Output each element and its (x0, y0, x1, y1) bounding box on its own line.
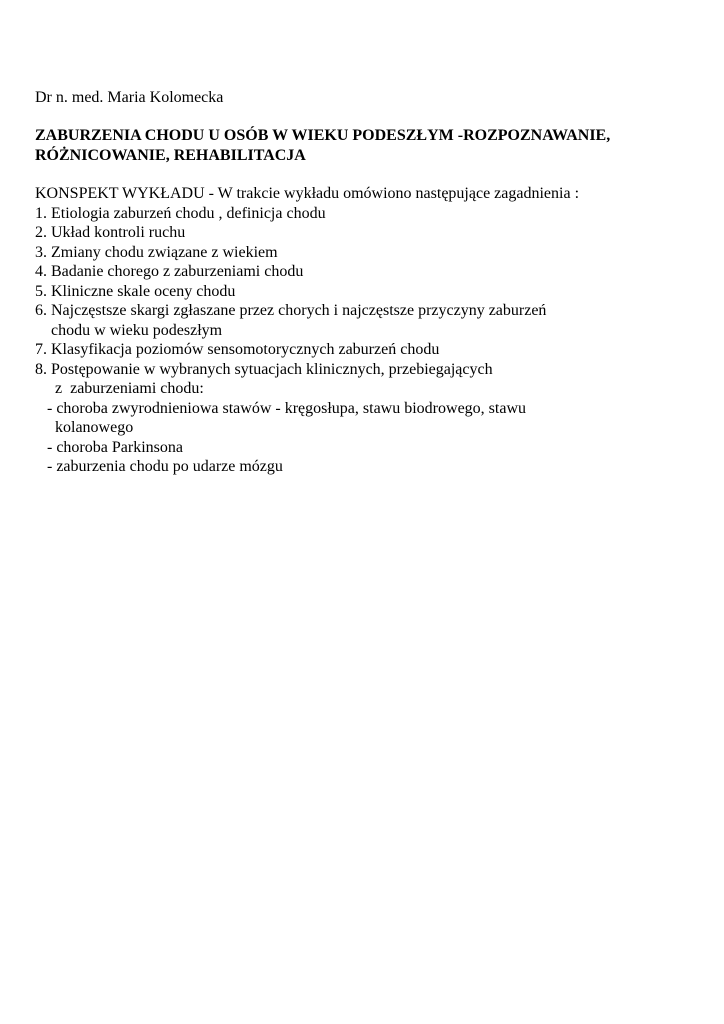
sub-list-item: - zaburzenia chodu po udarze mózgu (35, 458, 283, 475)
sub-list-item: - choroba zwyrodnieniowa stawów - kręgosłupa, stawu biodrowego, stawu (35, 400, 526, 417)
list-item: 7. Klasyfikacja poziomów sensomotorycznych zaburzeń chodu (35, 341, 440, 358)
list-item: 3. Zmiany chodu związane z wiekiem (35, 244, 278, 261)
list-item: 4. Badanie chorego z zaburzeniami chodu (35, 263, 304, 280)
list-item: 2. Układ kontroli ruchu (35, 224, 186, 241)
intro-line: KONSPEKT WYKŁADU - W trakcie wykładu omówiono następujące zagadnienia : (35, 185, 580, 202)
title-line-1: ZABURZENIA CHODU U OSÓB W WIEKU PODESZŁYM -ROZPOZNAWANIE, (35, 127, 611, 144)
list-item: 5. Kliniczne skale oceny chodu (35, 283, 236, 300)
sub-list-item-continuation: kolanowego (35, 419, 134, 436)
list-item: 8. Postępowanie w wybranych sytuacjach klinicznych, przebiegających (35, 361, 493, 378)
title-line-2: RÓŻNICOWANIE, REHABILITACJA (35, 147, 306, 164)
list-item: 1. Etiologia zaburzeń chodu , definicja chodu (35, 205, 326, 222)
author-line: Dr n. med. Maria Kolomecka (35, 89, 224, 106)
list-item-continuation: chodu w wieku podeszłym (35, 322, 223, 339)
list-item-continuation: z zaburzeniami chodu: (35, 380, 204, 397)
sub-list-item: - choroba Parkinsona (35, 439, 183, 456)
list-item: 6. Najczęstsze skargi zgłaszane przez chorych i najczęstsze przyczyny zaburzeń (35, 302, 547, 319)
